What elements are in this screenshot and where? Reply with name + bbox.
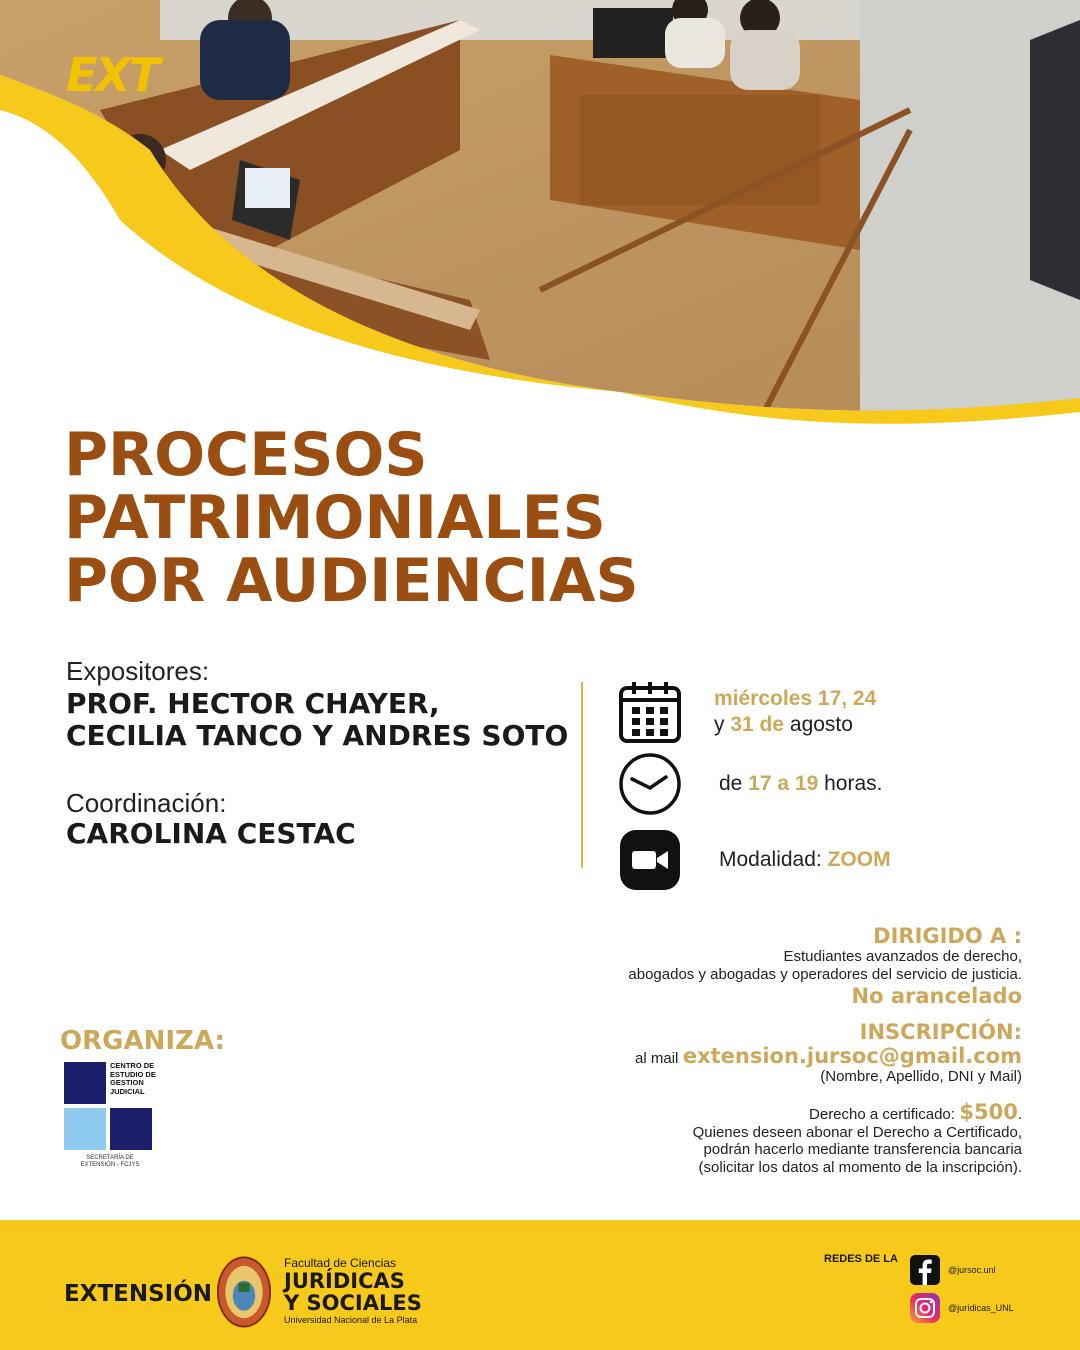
cert-line: Quienes deseen abonar el Derecho a Certificado, (692, 1123, 1022, 1141)
audience-heading: DIRIGIDO A : (873, 924, 1022, 948)
instagram-icon[interactable] (910, 1293, 940, 1323)
audience-block (628, 924, 1022, 1008)
courtroom-photo (0, 0, 1080, 440)
video-camera-icon (618, 828, 682, 892)
logo-line: CENTRO DE (110, 1061, 155, 1070)
clock-icon (618, 752, 682, 816)
event-time (719, 771, 883, 797)
divider (581, 682, 583, 868)
university-seal-icon (216, 1254, 272, 1330)
title-line: PATRIMONIALES (64, 483, 606, 553)
title-line: PROCESOS (64, 420, 428, 490)
speakers-names (66, 688, 568, 753)
date-month: agosto (789, 713, 853, 737)
facebook-handle[interactable]: @jursoc.unl (948, 1265, 996, 1275)
time-suffix: horas. (824, 772, 883, 795)
event-mode (719, 847, 891, 873)
mail-label: al mail (635, 1050, 679, 1067)
extension-label: EXTENSIÓN (64, 1281, 213, 1307)
cert-line: podrán hacerlo mediante transferencia bancaria (703, 1141, 1022, 1159)
faculty-name-line: Y SOCIALES (284, 1291, 422, 1316)
event-dates (714, 686, 876, 739)
logo-line: JUDICIAL (110, 1086, 145, 1096)
mode-value: ZOOM (827, 848, 891, 871)
event-title (64, 420, 639, 616)
logo-line: ESTUDIO DE (110, 1069, 156, 1079)
cert-price: $500 (959, 1099, 1018, 1124)
logo-sub: SECRETARÍA DE (86, 1155, 134, 1161)
audience-line: abogados y abogadas y operadores del servicio de justicia. (628, 965, 1022, 983)
fee-text: No arancelado (851, 984, 1022, 1009)
date-days: miércoles 17, 24 (714, 687, 877, 710)
social-label: REDES DE LA (824, 1253, 898, 1265)
mode-label: Modalidad: (719, 848, 822, 871)
organizer-heading: ORGANIZA: (60, 1026, 225, 1056)
registration-heading: INSCRIPCIÓN: (859, 1020, 1022, 1044)
faculty-line: Facultad de Ciencias (284, 1256, 397, 1270)
cert-label: Derecho a certificado: (809, 1105, 955, 1123)
organizer-logo (64, 1062, 156, 1177)
time-hours: 17 a 19 (748, 772, 819, 795)
instagram-handle[interactable]: @jurídicas_UNL (948, 1303, 1014, 1313)
registration-block (635, 1020, 1022, 1177)
faculty-name-line: JURÍDICAS (284, 1269, 405, 1293)
faculty-name (284, 1270, 422, 1314)
university-name: Universidad Nacional de La Plata (284, 1315, 418, 1325)
date-conj: y (714, 713, 725, 737)
speaker-line: CECILIA TANCO Y ANDRES SOTO (66, 719, 569, 753)
facebook-icon[interactable] (910, 1255, 940, 1285)
logo-line: GESTION (110, 1078, 144, 1088)
registration-requirements: (Nombre, Apellido, DNI y Mail) (820, 1068, 1022, 1085)
title-line: POR AUDIENCIAS (64, 546, 639, 616)
coordination-label: Coordinación: (66, 788, 227, 818)
registration-email[interactable]: extension.jursoc@gmail.com (682, 1044, 1022, 1068)
time-prefix: de (719, 772, 743, 795)
calendar-icon (618, 680, 682, 744)
coordinator-name: CAROLINA CESTAC (66, 817, 356, 850)
speaker-line: PROF. HECTOR CHAYER, (66, 687, 440, 720)
ext-logo: EXT (66, 48, 159, 102)
cert-line: (solicitar los datos al momento de la inscripción). (698, 1159, 1022, 1177)
cert-dot: . (1017, 1105, 1022, 1123)
audience-line: Estudiantes avanzados de derecho, (783, 948, 1022, 965)
logo-sub: EXTENSIÓN - FCJYS (80, 1162, 140, 1169)
speakers-label: Expositores: (66, 656, 210, 686)
date-last: 31 de (730, 713, 785, 737)
